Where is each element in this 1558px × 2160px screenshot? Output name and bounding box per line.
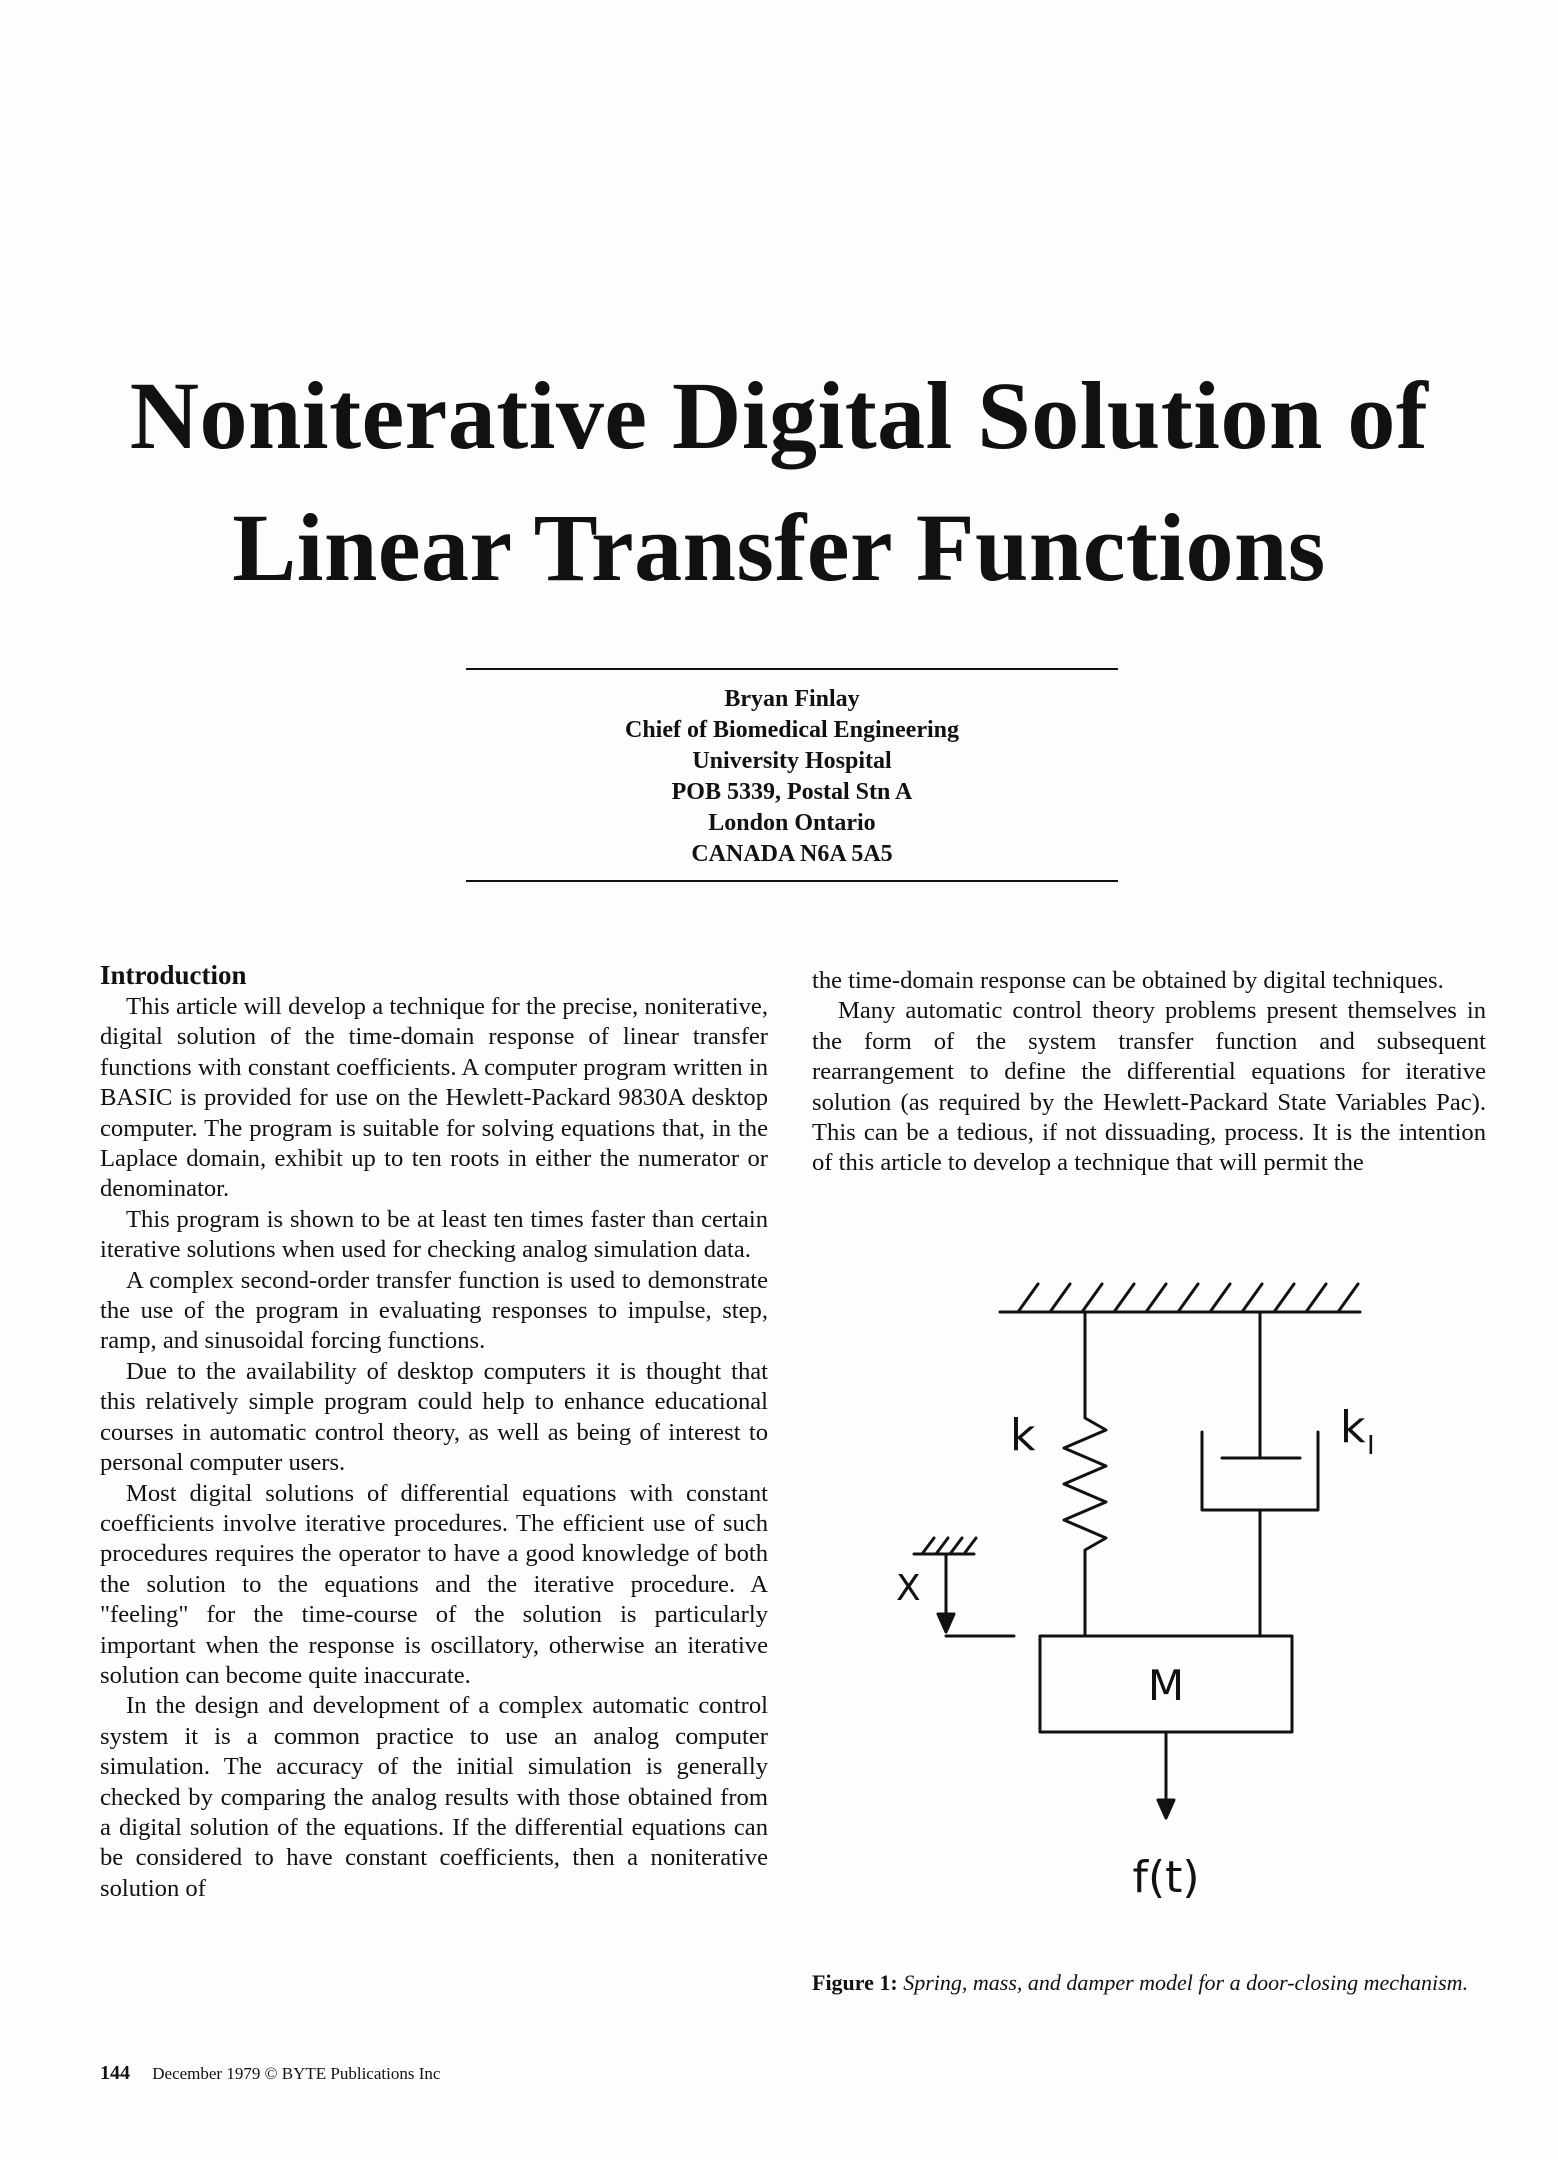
damper <box>1202 1312 1318 1636</box>
damping-constant-label: k <box>1340 1402 1366 1453</box>
paragraph: A complex second-order transfer function is used to demonstrate the use of the program in evaluating responses to impulse, step, ramp, and sinusoidal forcing functions. <box>100 1266 768 1355</box>
paragraph: Due to the availability of desktop computers it is thought that this relatively simple program could help to enhance educational courses in automatic control theory, as well as being of interest to personal computer users. <box>100 1357 768 1477</box>
ceiling-hatching <box>1018 1284 1358 1312</box>
article-title <box>60 350 1498 614</box>
paragraph: Many automatic control theory problems present themselves in the form of the system transfer function and subsequent rearrangement to define the differential equations for iterative solution (as required by the Hewlett-Packard State Variables Pac). This can be a tedious, if not dissuading, process. It is the intention of this article to develop a technique that will permit the <box>812 997 1486 1177</box>
displacement-reference <box>914 1538 1014 1636</box>
author-address-3: CANADA N6A 5A5 <box>691 841 893 867</box>
spring-constant-label: k <box>1010 1410 1036 1461</box>
paragraph-continuation: the time-domain response can be obtained by digital techniques. <box>812 967 1444 994</box>
paragraph: Most digital solutions of differential equations with constant coefficients involve iterative procedures. The efficient use of such procedures requires the operator to have a good knowledge of both the solution to the equations and the iterative procedure. A "feeling" for the time-course of the solution is particularly important when the response is oscillatory, otherwise an iterative solution can become quite inaccurate. <box>100 1479 768 1689</box>
left-column <box>100 958 768 1904</box>
author-address-2: London Ontario <box>708 810 876 836</box>
spring-mass-damper-diagram <box>870 1270 1450 1910</box>
damping-constant-subscript: I <box>1367 1431 1375 1461</box>
displacement-label: X <box>896 1568 921 1609</box>
section-heading: Introduction <box>100 960 247 990</box>
mass-label: M <box>1147 1661 1185 1710</box>
spring <box>1064 1312 1106 1636</box>
figure-caption-label: Figure 1: <box>812 1970 898 1995</box>
author-name: Bryan Finlay <box>724 686 860 712</box>
paragraph: This program is shown to be at least ten times faster than certain iterative solutions when used for checking analog simulation data. <box>100 1205 768 1264</box>
figure-caption-text: Spring, mass, and damper model for a door-closing mechanism. <box>903 1970 1469 1995</box>
force-label: f(t) <box>1132 1852 1200 1903</box>
figure-spring-mass-damper <box>870 1270 1450 1910</box>
author-byline <box>466 668 1118 882</box>
author-address-1: POB 5339, Postal Stn A <box>671 779 913 805</box>
force-arrowhead <box>1158 1800 1174 1818</box>
title-line-2: Linear Transfer Functions <box>232 494 1326 601</box>
footer-text: December 1979 © BYTE Publications Inc <box>152 2064 441 2083</box>
page-footer <box>100 2062 440 2085</box>
paragraph: In the design and development of a complex automatic control system it is a common practice to use an analog computer simulation. The accuracy of the initial simulation is generally checked by comparing the analog results with those obtained from a digital solution of the equations. If the differential equations can be considered to have constant coefficients, then a noniterative solution of <box>100 1692 768 1902</box>
author-institution: University Hospital <box>692 748 892 774</box>
author-position: Chief of Biomedical Engineering <box>625 717 959 743</box>
figure-caption <box>812 1968 1486 1998</box>
page-number: 144 <box>100 2062 130 2084</box>
right-column <box>812 966 1486 1179</box>
title-line-1: Noniterative Digital Solution of <box>129 362 1429 469</box>
paragraph: This article will develop a technique for the precise, noniterative, digital solution of the time-domain response of linear transfer functions with constant coefficients. A computer program written in BASIC is provided for use on the Hewlett-Packard 9830A desktop computer. The program is suitable for solving equations that, in the Laplace domain, exhibit up to ten roots in either the numerator or denominator. <box>100 993 768 1203</box>
displacement-arrowhead <box>938 1614 954 1632</box>
